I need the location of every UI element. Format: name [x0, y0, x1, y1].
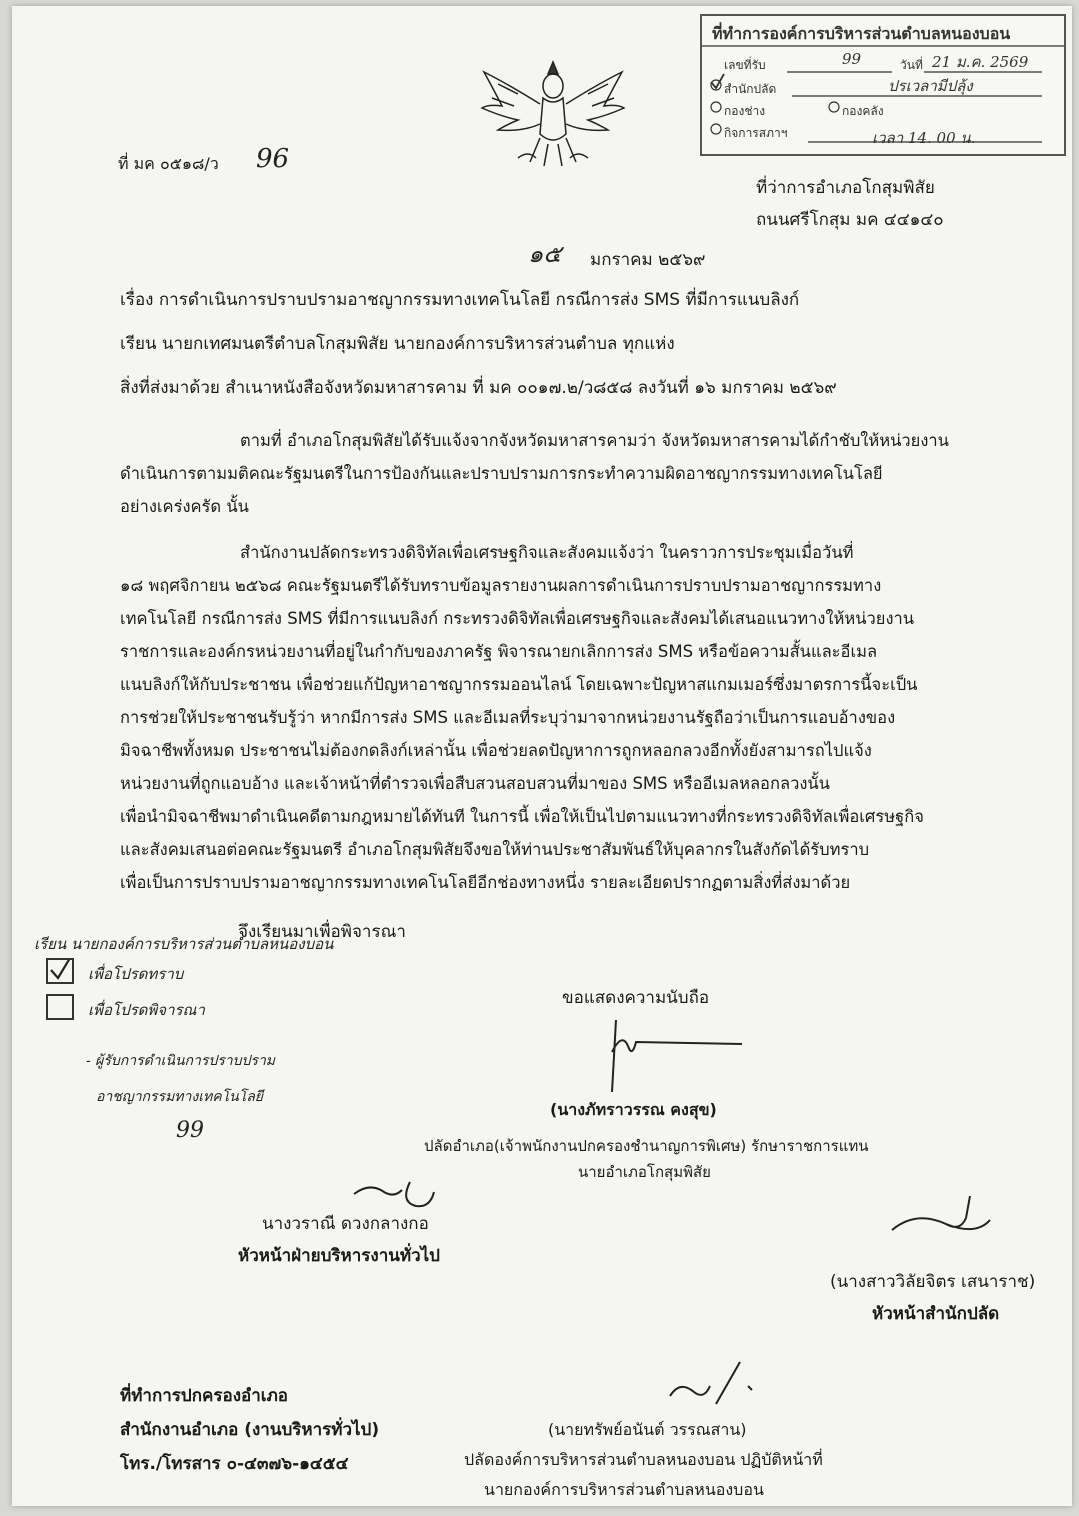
paragraph-2-line: ราชการและองค์กรหน่วยงานที่อยู่ในกำกับของภาครัฐ พิจารณายกเลิกการส่ง SMS หรือข้อความสั้นและอีเมล: [120, 642, 878, 661]
paragraph-2-line: การช่วยให้ประชาชนรับรู้ว่า หากมีการส่ง SMS และอีเมลที่ระบุว่ามาจากหน่วยงานรัฐถือว่าเป็นการแอบอ้างของ: [120, 708, 896, 727]
garuda-emblem: [478, 54, 628, 174]
stamp-rules: [702, 16, 1064, 154]
deputy-name: (นายทรัพย์อนันต์ วรรณสาน): [548, 1420, 747, 1439]
paragraph-2-line: แนบลิงก์ให้กับประชาชน เพื่อช่วยแก้ปัญหาอาชญากรรมออนไลน์ โดยเฉพาะปัญหาสแกมเมอร์ซึ่งมาตรการนี้จะเป็น: [120, 675, 918, 694]
footer-line3: โทร./โทรสาร ๐-๔๓๗๖-๑๔๕๔: [120, 1454, 349, 1474]
paragraph-1-line: อย่างเคร่งครัด นั้น: [120, 497, 249, 516]
paragraph-1-line: ตามที่ อำเภอโกสุมพิสัยได้รับแจ้งจากจังหวัดมหาสารคามว่า จังหวัดมหาสารคามได้กำชับให้หน่วยงาน: [240, 431, 949, 450]
checkbox-acknowledge[interactable]: [46, 958, 74, 984]
date-month-year: มกราคม ๒๕๖๙: [590, 250, 706, 270]
stamp-date-label: วันที่: [900, 58, 923, 72]
memo-option-acknowledge: เพื่อโปรดทราบ: [88, 965, 184, 983]
memo-option-consider: เพื่อโปรดพิจารณา: [88, 1001, 205, 1019]
paragraph-2-line: เทคโนโลยี กรณีการส่ง SMS ที่มีการแนบลิงก์ กระทรวงดิจิทัลเพื่อเศรษฐกิจและสังคมได้เสนอแนวทางให้หน่วยงาน: [120, 609, 915, 628]
receipt-stamp: [700, 14, 1066, 156]
signature-deputy: [660, 1356, 770, 1416]
deputy-position-line2: นายกองค์การบริหารส่วนตำบลหนองบอน: [484, 1480, 764, 1499]
memo-note-line1: - ผู้รับการดำเนินการปราบปราม: [86, 1053, 276, 1069]
regards-line: ขอแสดงความนับถือ: [562, 988, 710, 1008]
stamp-receive-label: เลขที่รับ: [724, 58, 766, 72]
memo-note-line2: อาชญากรรมทางเทคโนโลยี: [96, 1089, 264, 1105]
closing-line: จึงเรียนมาเพื่อพิจารณา: [238, 922, 406, 942]
office-address-line1: ที่ว่าการอำเภอโกสุมพิสัย: [756, 178, 935, 198]
paragraph-2-line: มิจฉาชีพทั้งหมด ประชาชนไม่ต้องกดลิงก์เหล่านั้น เพื่อช่วยลดปัญหาการถูกหลอกลวงอีกทั้งยังสามารถไปแจ้ง: [120, 741, 872, 760]
stamp-title: ที่ทำการองค์การบริหารส่วนตำบลหนองบอน: [712, 24, 1011, 43]
office-head-name: (นางสาววิลัยจิตร เสนาราช): [830, 1272, 1036, 1292]
signer-position-line2: นายอำเภอโกสุมพิสัย: [578, 1163, 711, 1181]
memo-initial: 99: [176, 1118, 204, 1143]
stamp-finance-label: กองคลัง: [842, 104, 884, 118]
paragraph-1: [120, 424, 1020, 523]
addressee-line: เรียน นายกเทศมนตรีตำบลโกสุมพิสัย นายกองค์การบริหารส่วนตำบล ทุกแห่ง: [120, 334, 675, 354]
deputy-position-line1: ปลัดองค์การบริหารส่วนตำบลหนองบอน ปฏิบัติหน้าที่: [464, 1450, 823, 1469]
stamp-office-note: ปรเวลามีปลุ้ง: [888, 77, 973, 95]
signature-staff: [350, 1172, 440, 1212]
document-number-handwritten: 96: [256, 144, 290, 174]
attachment-line: สิ่งที่ส่งมาด้วย สำเนาหนังสือจังหวัดมหาสารคาม ที่ มค ๐๐๑๗.๒/ว๘๕๘ ลงวันที่ ๑๖ มกราคม ๒๕๖๙: [120, 378, 837, 398]
staff-position: หัวหน้าฝ่ายบริหารงานทั่วไป: [238, 1246, 440, 1266]
subject-line: เรื่อง การดำเนินการปราบปรามอาชญากรรมทางเทคโนโลยี กรณีการส่ง SMS ที่มีการแนบลิงก์: [120, 290, 800, 310]
document-number: ที่ มค ๐๕๑๘/ว: [118, 154, 219, 173]
paragraph-2-line: ๑๘ พฤศจิกายน ๒๕๖๘ คณะรัฐมนตรีได้รับทราบข้อมูลรายงานผลการดำเนินการปราบปรามอาชญากรรมทาง: [120, 576, 882, 595]
paragraph-2-line: สำนักงานปลัดกระทรวงดิจิทัลเพื่อเศรษฐกิจและสังคมแจ้งว่า ในคราวการประชุมเมื่อวันที่: [240, 543, 854, 562]
signature-office-head: [886, 1190, 996, 1250]
signer-position-line1: ปลัดอำเภอ(เจ้าพนักงานปกครองชำนาญการพิเศษ) รักษาราชการแทน: [424, 1137, 869, 1155]
staff-name: นางวราณี ดวงกลางกอ: [262, 1214, 429, 1234]
paragraph-2: [120, 536, 1020, 899]
memo-addressee: เรียน นายกองค์การบริหารส่วนตำบลหนองบอน: [34, 935, 334, 953]
signer-name: (นางภัทราวรรณ คงสุข): [550, 1100, 717, 1119]
stamp-date: 21 ม.ค. 2569: [932, 53, 1029, 71]
office-head-position: หัวหน้าสำนักปลัด: [872, 1304, 1000, 1324]
stamp-office-label: สำนักปลัด: [724, 82, 777, 96]
stamp-council-label: กิจการสภาฯ: [724, 126, 788, 140]
checkbox-consider[interactable]: [46, 994, 74, 1020]
stamp-receive-no: 99: [842, 50, 862, 68]
date-day: ๑๕: [528, 240, 562, 268]
paragraph-2-line: และสังคมเสนอต่อคณะรัฐมนตรี อำเภอโกสุมพิสัยจึงขอให้ท่านประชาสัมพันธ์ให้บุคลากรในสังกัดได้รับทราบ: [120, 840, 870, 859]
paragraph-2-line: หน่วยงานที่ถูกแอบอ้าง และเจ้าหน้าที่ตำรวจเพื่อสืบสวนสอบสวนที่มาของ SMS หรืออีเมลหลอกลวงนั้น: [120, 774, 830, 793]
paragraph-2-line: เพื่อเป็นการปราบปรามอาชญากรรมทางเทคโนโลยีอีกช่องทางหนึ่ง รายละเอียดปรากฏตามสิ่งที่ส่งมาด้วย: [120, 873, 851, 892]
paragraph-1-line: ดำเนินการตามมติคณะรัฐมนตรีในการป้องกันและปราบปรามการกระทำความผิดอาชญากรรมทางเทคโนโลยี: [120, 464, 883, 483]
footer-line2: สำนักงานอำเภอ (งานบริหารทั่วไป): [120, 1420, 380, 1440]
check-mark-icon: [48, 960, 72, 982]
stamp-engineering-label: กองช่าง: [724, 104, 766, 118]
office-address-line2: ถนนศรีโกสุม มค ๔๔๑๔๐: [756, 210, 944, 230]
signature-district-officer: [592, 1012, 752, 1102]
footer-line1: ที่ทำการปกครองอำเภอ: [120, 1386, 289, 1406]
paragraph-2-line: เพื่อนำมิจฉาชีพมาดำเนินคดีตามกฎหมายได้ทันที ในการนี้ เพื่อให้เป็นไปตามแนวทางที่กระทรวงดิจิทัลเพื่อเศรษฐกิจ: [120, 807, 924, 826]
stamp-time: เวลา 14. 00 น.: [872, 129, 976, 147]
